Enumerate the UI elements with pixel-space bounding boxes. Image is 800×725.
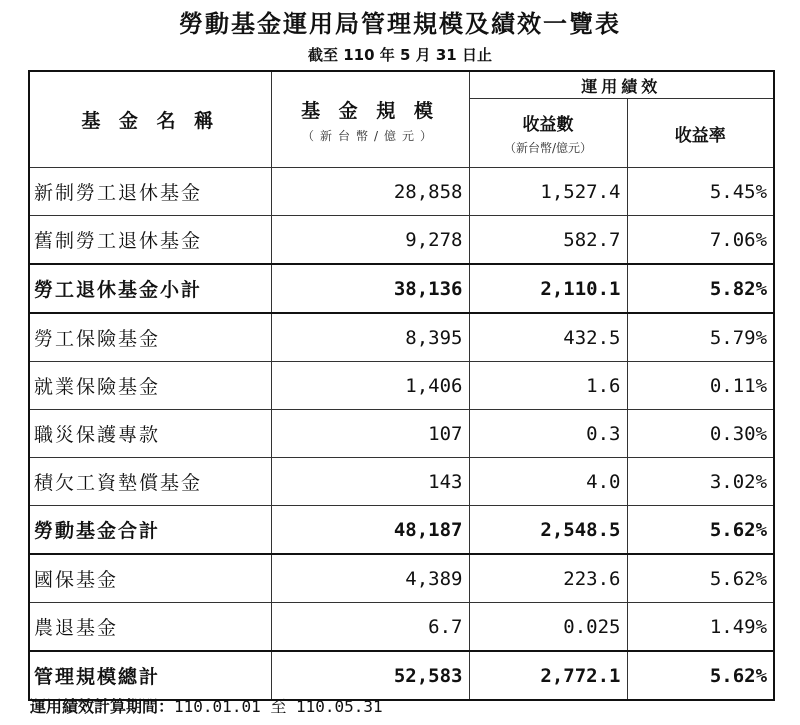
fund-scale-cell: 9,278 (271, 216, 469, 265)
revenue-cell: 0.3 (469, 410, 627, 458)
fund-scale-cell: 143 (271, 458, 469, 506)
revenue-cell: 1,527.4 (469, 168, 627, 216)
header-revenue-unit: （新台幣/億元） (503, 141, 593, 155)
total-row (29, 506, 774, 555)
fund-scale-cell: 6.7 (271, 603, 469, 652)
table-row (29, 168, 774, 216)
revenue-cell: 582.7 (469, 216, 627, 265)
as-of-date: 截至 110 年 5 月 31 日止 (308, 46, 492, 64)
fund-scale-cell: 38,136 (271, 264, 469, 313)
header-fund-name (29, 71, 271, 168)
return-rate-cell: 5.62% (627, 554, 774, 603)
header-fund-name-label: 基 金 名 稱 (81, 110, 220, 132)
return-rate-cell: 5.62% (627, 506, 774, 555)
return-rate-cell: 1.49% (627, 603, 774, 652)
revenue-cell: 223.6 (469, 554, 627, 603)
fund-name-cell: 勞工退休基金小計 (29, 264, 271, 313)
calculation-period-value: 110.01.01 至 110.05.31 (174, 697, 383, 716)
table-row (29, 362, 774, 410)
table-row (29, 554, 774, 603)
revenue-cell: 2,548.5 (469, 506, 627, 555)
revenue-cell: 432.5 (469, 313, 627, 362)
return-rate-cell: 5.82% (627, 264, 774, 313)
return-rate-cell: 5.45% (627, 168, 774, 216)
return-rate-cell: 0.30% (627, 410, 774, 458)
fund-scale-cell: 28,858 (271, 168, 469, 216)
grand-total-row (29, 651, 774, 700)
fund-name-cell: 國保基金 (29, 554, 271, 603)
fund-name-cell: 管理規模總計 (29, 651, 271, 700)
header-performance: 運用績效 (469, 71, 774, 99)
fund-name-cell: 舊制勞工退休基金 (29, 216, 271, 265)
fund-scale-cell: 1,406 (271, 362, 469, 410)
header-revenue-label: 收益數 (522, 115, 574, 135)
header-fund-scale (271, 71, 469, 168)
fund-name-cell: 農退基金 (29, 603, 271, 652)
calculation-period-label: 運用績效計算期間： (30, 697, 175, 716)
return-rate-cell: 5.62% (627, 651, 774, 700)
revenue-cell: 4.0 (469, 458, 627, 506)
calculation-period-note (30, 694, 383, 717)
fund-name-cell: 勞動基金合計 (29, 506, 271, 555)
table-row (29, 410, 774, 458)
fund-scale-cell: 52,583 (271, 651, 469, 700)
header-fund-scale-unit: （新台幣/億元） (301, 128, 439, 143)
return-rate-cell: 7.06% (627, 216, 774, 265)
table-row (29, 458, 774, 506)
return-rate-cell: 0.11% (627, 362, 774, 410)
table-row (29, 216, 774, 265)
fund-scale-cell: 48,187 (271, 506, 469, 555)
fund-scale-cell: 4,389 (271, 554, 469, 603)
table-row (29, 313, 774, 362)
revenue-cell: 0.025 (469, 603, 627, 652)
fund-name-cell: 新制勞工退休基金 (29, 168, 271, 216)
fund-name-cell: 積欠工資墊償基金 (29, 458, 271, 506)
fund-name-cell: 就業保險基金 (29, 362, 271, 410)
fund-scale-cell: 107 (271, 410, 469, 458)
revenue-cell: 1.6 (469, 362, 627, 410)
page-title: 勞動基金運用局管理規模及績效一覽表 (179, 10, 621, 38)
fund-name-cell: 職災保護專款 (29, 410, 271, 458)
subtotal-row (29, 264, 774, 313)
header-return-rate: 收益率 (627, 99, 774, 168)
table-row (29, 603, 774, 652)
header-fund-scale-label: 基 金 規 模 (301, 99, 439, 122)
header-revenue (469, 99, 627, 168)
return-rate-cell: 3.02% (627, 458, 774, 506)
fund-name-cell: 勞工保險基金 (29, 313, 271, 362)
return-rate-cell: 5.79% (627, 313, 774, 362)
revenue-cell: 2,110.1 (469, 264, 627, 313)
fund-scale-cell: 8,395 (271, 313, 469, 362)
fund-table (28, 70, 775, 701)
revenue-cell: 2,772.1 (469, 651, 627, 700)
